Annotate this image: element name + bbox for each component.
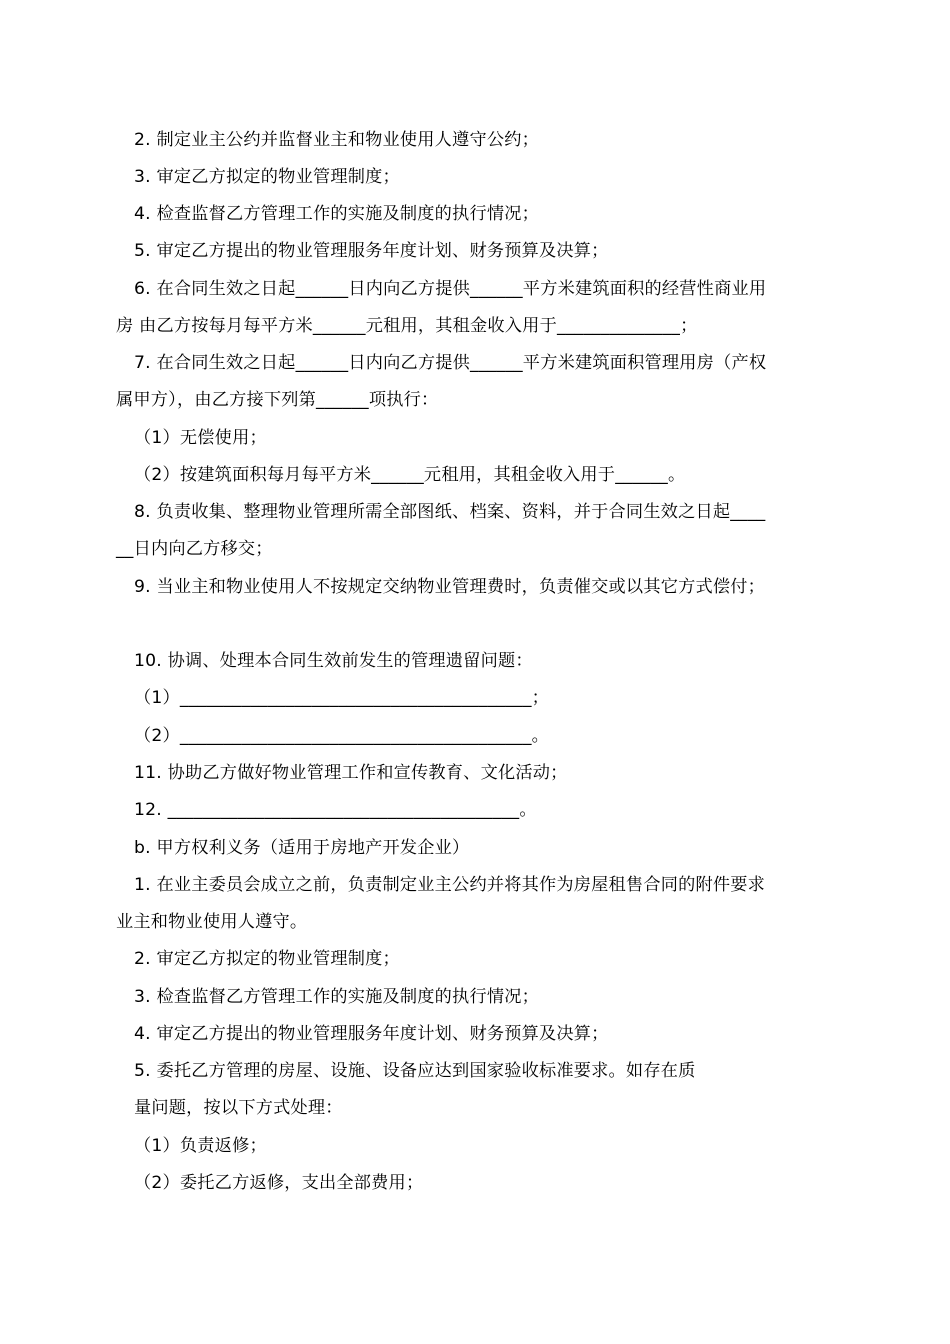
clause-10-line: 10. 协调、处理本合同生效前发生的管理遗留问题： [134, 651, 533, 671]
b-clause-5-line-1: 5. 委托乙方管理的房屋、设施、设备应达到国家验收标准要求。如存在质 [134, 1061, 696, 1081]
b-clause-5-item-1: （1）负责返修； [134, 1136, 267, 1156]
b-clause-5-item-2: （2）委托乙方返修，支出全部费用； [134, 1173, 424, 1193]
section-b-heading: b. 甲方权利义务（适用于房地产开发企业） [134, 838, 470, 858]
b-clause-1-line-1: 1. 在业主委员会成立之前，负责制定业主公约并将其作为房屋租售合同的附件要求 [134, 875, 766, 895]
clause-7-item-1: （1）无偿使用； [134, 428, 267, 448]
clause-4-line: 4. 检查监督乙方管理工作的实施及制度的执行情况； [134, 204, 539, 224]
b-clause-4-line: 4. 审定乙方提出的物业管理服务年度计划、财务预算及决算； [134, 1024, 609, 1044]
clause-10-item-2: （2）________________________________________。 [134, 726, 550, 746]
clause-8-line-1: 8. 负责收集、整理物业管理所需全部图纸、档案、资料，并于合同生效之日起____ [134, 502, 766, 522]
b-clause-1-line-2: 业主和物业使用人遵守。 [116, 912, 308, 932]
b-clause-5-line-2: 量问题，按以下方式处理： [134, 1098, 343, 1118]
clause-12-line: 12. ________________________________________。 [134, 800, 537, 820]
clause-11-line: 11. 协助乙方做好物业管理工作和宣传教育、文化活动； [134, 763, 568, 783]
clause-5-line: 5. 审定乙方提出的物业管理服务年度计划、财务预算及决算； [134, 241, 609, 261]
clause-7-item-2: （2）按建筑面积每月每平方米______元租用，其租金收入用于______。 [134, 465, 686, 485]
clause-6-line-1: 6. 在合同生效之日起______日内向乙方提供______平方米建筑面积的经营性商业用 [134, 279, 767, 299]
b-clause-3-line: 3. 检查监督乙方管理工作的实施及制度的执行情况； [134, 987, 539, 1007]
clause-7-line-1: 7. 在合同生效之日起______日内向乙方提供______平方米建筑面积管理用房（产权 [134, 353, 767, 373]
clause-10-item-1: （1）________________________________________； [134, 688, 550, 708]
clause-7-line-2: 属甲方），由乙方接下列第______项执行： [116, 390, 439, 410]
clause-6-line-2: 房 由乙方按每月每平方米______元租用，其租金收入用于______________； [116, 316, 698, 336]
clause-3-line: 3. 审定乙方拟定的物业管理制度； [134, 167, 400, 187]
clause-8-line-2: __日内向乙方移交； [116, 539, 273, 559]
clause-9-line: 9. 当业主和物业使用人不按规定交纳物业管理费时，负责催交或以其它方式偿付； [134, 577, 766, 597]
clause-2-line: 2. 制定业主公约并监督业主和物业使用人遵守公约； [134, 130, 539, 150]
b-clause-2-line: 2. 审定乙方拟定的物业管理制度； [134, 949, 400, 969]
